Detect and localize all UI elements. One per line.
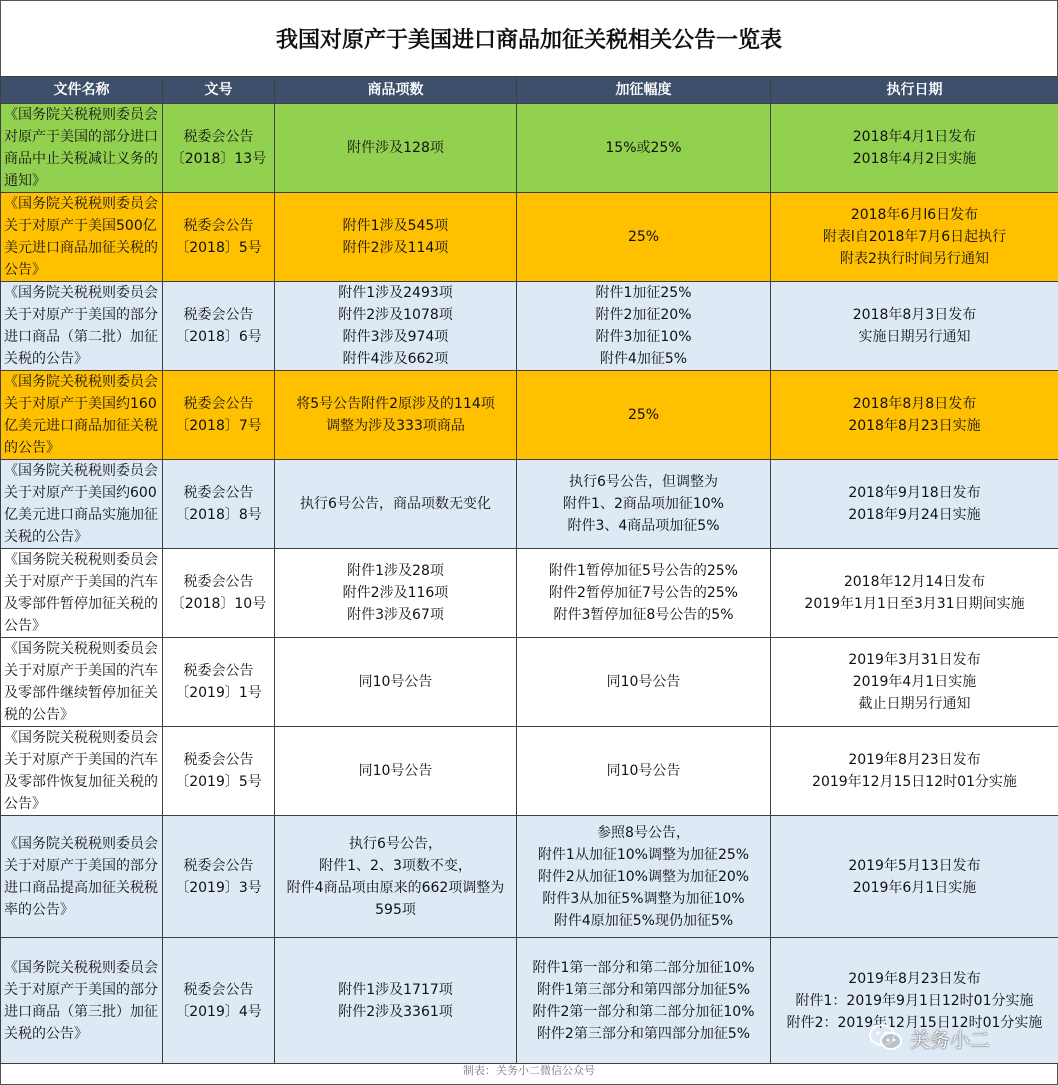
table-footer-credit: 制表：关务小二微信公众号 <box>463 1064 595 1077</box>
table-header-row <box>1 77 1058 104</box>
document-number-cell: 税委会公告 〔2018〕10号 <box>163 549 275 638</box>
document-name-cell: 《国务院关税税则委员会关于对原产于美国的汽车及零部件暂停加征关税的公告》 <box>1 549 163 638</box>
column-header: 执行日期 <box>771 77 1058 104</box>
effective-date-cell: 2019年3月31日发布 2019年4月1日实施 截止日期另行通知 <box>771 638 1058 727</box>
document-name-cell: 《国务院关税税则委员会关于对原产于美国的部分进口商品（第三批）加征关税的公告》 <box>1 938 163 1064</box>
document-number-cell: 税委会公告 〔2019〕5号 <box>163 727 275 816</box>
item-count-cell: 执行6号公告，商品项数无变化 <box>275 460 517 549</box>
document-number-cell: 税委会公告 〔2018〕6号 <box>163 282 275 371</box>
tariff-rate-cell: 附件1第一部分和第二部分加征10% 附件1第三部分和第四部分加征5% 附件2第一部分和第二部分加征10% 附件2第三部分和第四部分加征5% <box>517 938 771 1064</box>
document-number-cell: 税委会公告 〔2018〕8号 <box>163 460 275 549</box>
document-number-cell: 税委会公告 〔2018〕13号 <box>163 104 275 193</box>
table-row <box>1 282 1058 371</box>
item-count-cell: 附件1涉及2493项 附件2涉及1078项 附件3涉及974项 附件4涉及662项 <box>275 282 517 371</box>
document-name-cell: 《国务院关税税则委员会关于对原产于美国的部分进口商品（第二批）加征关税的公告》 <box>1 282 163 371</box>
document-name-cell: 《国务院关税税则委员会关于对原产于美国500亿美元进口商品加征关税的公告》 <box>1 193 163 282</box>
column-header: 商品项数 <box>275 77 517 104</box>
document-name-cell: 《国务院关税税则委员会关于对原产于美国的汽车及零部件恢复加征关税的公告》 <box>1 727 163 816</box>
watermark <box>868 1022 990 1054</box>
column-header: 文件名称 <box>1 77 163 104</box>
wechat-icon <box>868 1023 904 1053</box>
table-row <box>1 193 1058 282</box>
effective-date-cell: 2019年5月13日发布 2019年6月1日实施 <box>771 816 1058 938</box>
item-count-cell: 同10号公告 <box>275 638 517 727</box>
tariff-rate-cell: 执行6号公告，但调整为 附件1、2商品项加征10% 附件3、4商品项加征5% <box>517 460 771 549</box>
document-number-cell: 税委会公告 〔2019〕1号 <box>163 638 275 727</box>
table-row <box>1 371 1058 460</box>
document-number-cell: 税委会公告 〔2018〕7号 <box>163 371 275 460</box>
table-row <box>1 727 1058 816</box>
document-name-cell: 《国务院关税税则委员会关于对原产于美国约600亿美元进口商品实施加征关税的公告》 <box>1 460 163 549</box>
table-row <box>1 816 1058 938</box>
table-row <box>1 460 1058 549</box>
effective-date-cell: 2019年8月23日发布 附件1：2019年9月1日12时01分实施 附件2：2019年12月15日12时01分实施 <box>771 938 1058 1064</box>
tariff-rate-cell: 25% <box>517 371 771 460</box>
table-row <box>1 104 1058 193</box>
document-name-cell: 《国务院关税税则委员会对原产于美国的部分进口商品中止关税减让义务的通知》 <box>1 104 163 193</box>
table-row <box>1 549 1058 638</box>
watermark-text: 关务小二 <box>910 1027 990 1052</box>
document-name-cell: 《国务院关税税则委员会关于对原产于美国约160亿美元进口商品加征关税的公告》 <box>1 371 163 460</box>
effective-date-cell: 2018年6月l6日发布 附表l自2018年7月6日起执行 附表2执行时间另行通知 <box>771 193 1058 282</box>
item-count-cell: 附件1涉及1717项 附件2涉及3361项 <box>275 938 517 1064</box>
tariff-rate-cell: 附件1加征25% 附件2加征20% 附件3加征10% 附件4加征5% <box>517 282 771 371</box>
tariff-rate-cell: 附件1暂停加征5号公告的25% 附件2暂停加征7号公告的25% 附件3暂停加征8号公告的5% <box>517 549 771 638</box>
document-number-cell: 税委会公告 〔2019〕3号 <box>163 816 275 938</box>
table-row <box>1 638 1058 727</box>
effective-date-cell: 2019年8月23日发布 2019年12月15日12时01分实施 <box>771 727 1058 816</box>
tariff-rate-cell: 参照8号公告， 附件1从加征10%调整为加征25% 附件2从加征10%调整为加征20% 附件3从加征5%调整为加征10% 附件4原加征5%现仍加征5% <box>517 816 771 938</box>
announcement-table <box>0 76 1058 1064</box>
effective-date-cell: 2018年4月1日发布 2018年4月2日实施 <box>771 104 1058 193</box>
item-count-cell: 附件涉及128项 <box>275 104 517 193</box>
page-title: 我国对原产于美国进口商品加征关税相关公告一览表 <box>275 27 782 53</box>
tariff-rate-cell: 25% <box>517 193 771 282</box>
effective-date-cell: 2018年8月3日发布 实施日期另行通知 <box>771 282 1058 371</box>
tariff-rate-cell: 同10号公告 <box>517 727 771 816</box>
document-name-cell: 《国务院关税税则委员会关于对原产于美国的部分进口商品提高加征关税税率的公告》 <box>1 816 163 938</box>
column-header: 文号 <box>163 77 275 104</box>
document-number-cell: 税委会公告 〔2018〕5号 <box>163 193 275 282</box>
document-name-cell: 《国务院关税税则委员会关于对原产于美国的汽车及零部件继续暂停加征关税的公告》 <box>1 638 163 727</box>
item-count-cell: 执行6号公告， 附件1、2、3项数不变， 附件4商品项由原来的662项调整为595项 <box>275 816 517 938</box>
effective-date-cell: 2018年12月14日发布 2019年1月1日至3月31日期间实施 <box>771 549 1058 638</box>
item-count-cell: 同10号公告 <box>275 727 517 816</box>
document-number-cell: 税委会公告 〔2019〕4号 <box>163 938 275 1064</box>
item-count-cell: 附件1涉及545项 附件2涉及114项 <box>275 193 517 282</box>
table-body <box>1 104 1058 1064</box>
tariff-rate-cell: 同10号公告 <box>517 638 771 727</box>
item-count-cell: 将5号公告附件2原涉及的114项 调整为涉及333项商品 <box>275 371 517 460</box>
effective-date-cell: 2018年8月8日发布 2018年8月23日实施 <box>771 371 1058 460</box>
item-count-cell: 附件1涉及28项 附件2涉及116项 附件3涉及67项 <box>275 549 517 638</box>
column-header: 加征幅度 <box>517 77 771 104</box>
effective-date-cell: 2018年9月18日发布 2018年9月24日实施 <box>771 460 1058 549</box>
tariff-rate-cell: 15%或25% <box>517 104 771 193</box>
